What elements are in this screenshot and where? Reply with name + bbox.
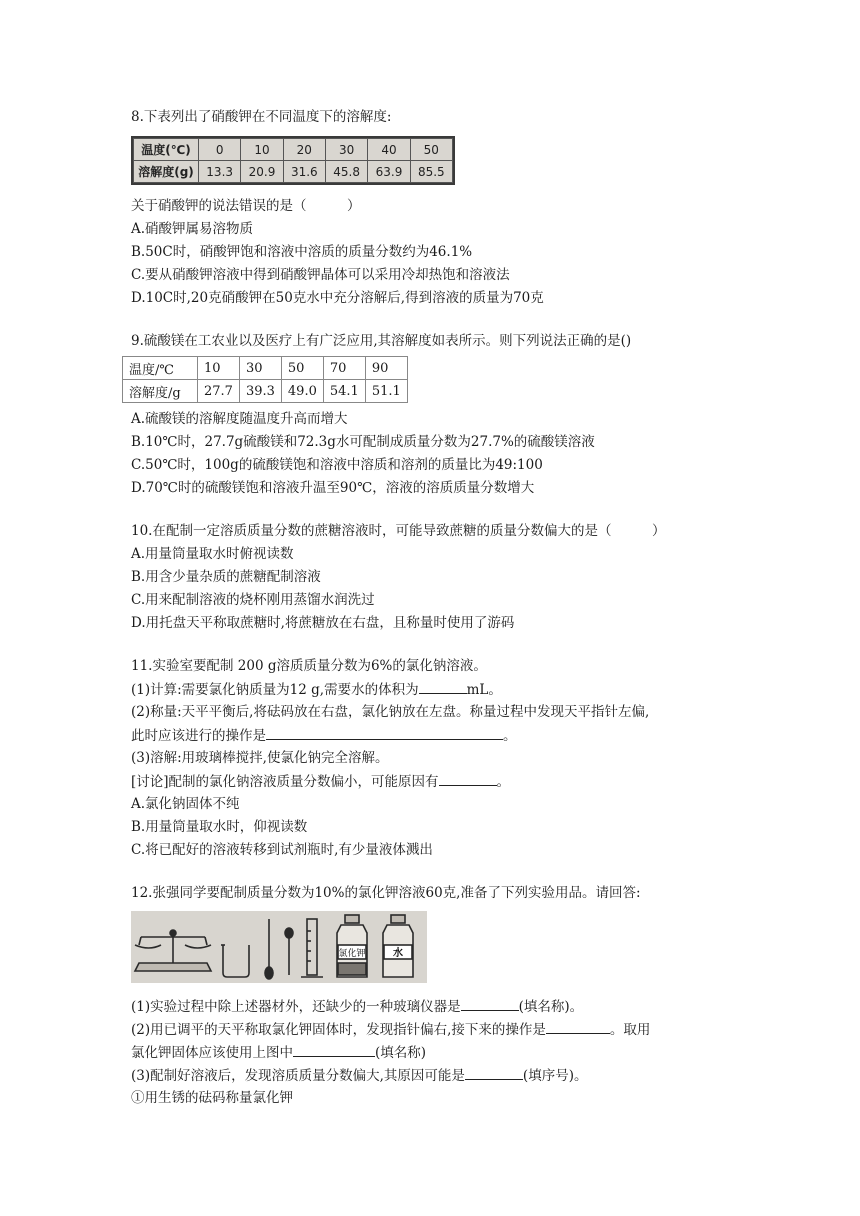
q9-option-c: C.50℃时，100g的硫酸镁饱和溶液中溶质和溶剂的质量比为49:100 — [131, 457, 543, 473]
q10-option-d: D.用托盘天平称取蔗糖时,将蔗糖放在右盘，且称量时使用了游码 — [131, 615, 515, 631]
q8-question: 关于硝酸钾的说法错误的是（ ） — [131, 198, 361, 214]
answer-blank[interactable] — [419, 679, 467, 694]
water-bottle-icon — [383, 915, 413, 977]
q12-part-2-end: 。取用 — [609, 1022, 651, 1038]
table-row — [123, 357, 408, 380]
q11-step-2-cont-text: 此时应该进行的操作是 — [131, 728, 266, 744]
q12-part-1-end: (填名称)。 — [518, 999, 584, 1015]
q8-solubility-table-image — [131, 136, 455, 185]
q8-option-c: C.要从硝酸钾溶液中得到硝酸钾晶体可以采用冷却热饱和溶液法 — [131, 267, 510, 283]
q9-option-b: B.10℃时，27.7g硫酸镁和72.3g水可配制成质量分数为27.7%的硫酸镁溶液 — [131, 434, 595, 450]
q12-stem: 12.张强同学要配制质量分数为10%的氯化钾溶液60克,准备了下列实验用品。请回答: — [131, 885, 641, 901]
table-cell: 54.1 — [323, 380, 365, 403]
q12-part-2-cont-text: 氯化钾固体应该使用上图中 — [131, 1045, 293, 1061]
table-cell: 30 — [239, 357, 281, 380]
q12-part-2-cont-end: (填名称) — [375, 1045, 427, 1061]
reagent-bottle-icon — [337, 915, 367, 977]
table-cell: 31.6 — [283, 161, 325, 183]
table-cell: 13.3 — [199, 161, 241, 183]
q11-option-b: B.用量筒量取水时，仰视读数 — [131, 819, 308, 835]
q11-step-2: (2)称量:天平平衡后,将砝码放在右盘，氯化钠放在左盘。称量过程中发现天平指针左偏, — [131, 704, 650, 720]
q11-step-1 — [131, 679, 502, 700]
answer-blank[interactable] — [465, 1065, 523, 1080]
q12-part-1-text: (1)实验过程中除上述器材外，还缺少的一种玻璃仪器是 — [131, 999, 461, 1015]
q11-step-3: (3)溶解:用玻璃棒搅拌,使氯化钠完全溶解。 — [131, 750, 389, 766]
table-cell: 20 — [283, 139, 325, 161]
q12-part-3 — [131, 1065, 587, 1086]
q9-solubility-table — [122, 356, 408, 403]
q12-part-2 — [131, 1019, 650, 1040]
bottle-label-kcl: 氯化钾 — [338, 949, 366, 959]
answer-blank[interactable] — [439, 771, 497, 786]
q10-stem: 10.在配制一定溶质质量分数的蔗糖溶液时，可能导致蔗糖的质量分数偏大的是（ ） — [131, 523, 666, 539]
q11-step-1-text: (1)计算:需要氯化钠质量为12 g,需要水的体积为 — [131, 682, 419, 698]
answer-blank[interactable] — [546, 1019, 610, 1034]
q9-option-d: D.70℃时的硫酸镁饱和溶液升温至90℃，溶液的溶质质量分数增大 — [131, 480, 535, 496]
q10-option-b: B.用含少量杂质的蔗糖配制溶液 — [131, 569, 321, 585]
q8-option-b: B.50C时，硝酸钾饱和溶液中溶质的质量分数约为46.1% — [131, 244, 473, 260]
answer-blank[interactable] — [266, 725, 503, 740]
table-cell: 49.0 — [281, 380, 323, 403]
q12-reason-1: ①用生锈的砝码称量氯化钾 — [131, 1090, 293, 1106]
table-header-cell: 温度/℃ — [123, 357, 198, 380]
q11-option-a: A.氯化钠固体不纯 — [131, 796, 240, 812]
q11-stem: 11.实验室要配制 200 g溶质质量分数为6%的氯化钠溶液。 — [131, 658, 487, 674]
q10-option-c: C.用来配制溶液的烧杯刚用蒸馏水润洗过 — [131, 592, 375, 608]
q8-option-a: A.硝酸钾属易溶物质 — [131, 221, 254, 237]
table-cell: 50 — [281, 357, 323, 380]
table-header-cell: 溶解度/g — [123, 380, 198, 403]
table-cell: 10 — [198, 357, 240, 380]
table-cell: 85.5 — [410, 161, 452, 183]
table-row — [134, 139, 453, 161]
table-cell: 50 — [410, 139, 452, 161]
table-cell: 10 — [241, 139, 283, 161]
table-cell: 27.7 — [198, 380, 240, 403]
answer-blank[interactable] — [461, 996, 519, 1011]
q8-option-d: D.10C时,20克硝酸钾在50克水中充分溶解后,得到溶液的质量为70克 — [131, 290, 544, 306]
table-cell: 40 — [368, 139, 410, 161]
table-cell: 39.3 — [239, 380, 281, 403]
table-cell: 30 — [325, 139, 367, 161]
q11-discussion-text: [讨论]配制的氯化钠溶液质量分数偏小，可能原因有 — [131, 774, 439, 790]
q12-part-3-text: (3)配制好溶液后，发现溶质质量分数偏大,其原因可能是 — [131, 1068, 465, 1084]
table-header-cell: 温度(℃) — [134, 139, 199, 161]
q8-stem: 8.下表列出了硝酸钾在不同温度下的溶解度: — [131, 109, 392, 125]
lab-apparatus-illustration — [131, 911, 427, 983]
lab-apparatus-image — [131, 911, 427, 983]
q12-part-3-end: (填序号)。 — [522, 1068, 588, 1084]
q9-option-a: A.硫酸镁的溶解度随温度升高而增大 — [131, 411, 348, 427]
q11-option-c: C.将已配好的溶液转移到试剂瓶时,有少量液体溅出 — [131, 842, 433, 858]
table-row — [123, 380, 408, 403]
table-cell: 51.1 — [365, 380, 407, 403]
q11-step-2-cont — [131, 725, 517, 746]
table-header-cell: 溶解度(g) — [134, 161, 199, 183]
bottle-label-water: 水 — [393, 948, 403, 959]
table-cell: 20.9 — [241, 161, 283, 183]
table-cell: 70 — [323, 357, 365, 380]
table-row — [134, 161, 453, 183]
q12-part-2-cont — [131, 1042, 426, 1063]
q10-option-a: A.用量筒量取水时俯视读数 — [131, 546, 294, 562]
table-cell: 45.8 — [325, 161, 367, 183]
q12-part-2-text: (2)用已调平的天平称取氯化钾固体时，发现指针偏右,接下来的操作是 — [131, 1022, 546, 1038]
q11-discussion — [131, 771, 510, 792]
q12-part-1 — [131, 996, 583, 1017]
q11-discussion-end: 。 — [496, 774, 511, 790]
q11-step-1-unit: mL。 — [466, 682, 502, 698]
table-cell: 0 — [199, 139, 241, 161]
q9-stem: 9.硫酸镁在工农业以及医疗上有广泛应用,其溶解度如表所示。则下列说法正确的是() — [131, 333, 632, 349]
answer-blank[interactable] — [293, 1042, 375, 1057]
table-cell: 63.9 — [368, 161, 410, 183]
q11-step-2-cont-end: 。 — [503, 728, 517, 744]
table-cell: 90 — [365, 357, 407, 380]
